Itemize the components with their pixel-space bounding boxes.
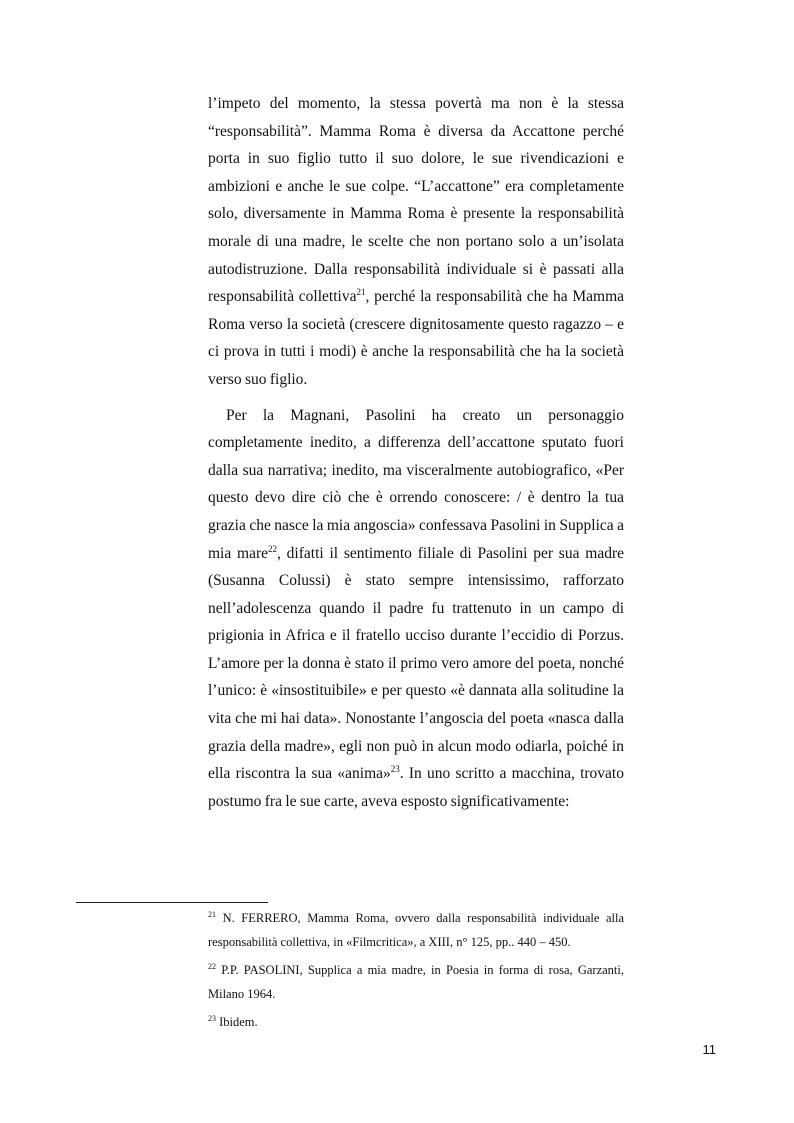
footnote-ref-21[interactable]: 21 bbox=[356, 287, 366, 298]
paragraph-2-text-b: , difatti il sentimento filiale di Pasolini per sua madre (Susanna Colussi) è stato sempre intensissimo, rafforzato nell’adolescenza quando il padre fu trattenuto in un campo di prigionia in Africa e il fratello ucciso durante l’eccidio di Porzus. L’amore per la donna è stato il primo vero amore del poeta, nonché l’unico: è «insostituibile» e per questo «è dannata alla solitudine la vita che mi hai data». Nonostante l’angoscia del poeta «nasca dalla grazia della madre», egli non può in alcun modo odiarla, poiché in ella riscontra la sua «anima» bbox=[208, 544, 624, 783]
page-number: 11 bbox=[702, 1042, 716, 1057]
paragraph-1-text-a: l’impeto del momento, la stessa povertà ma non è la stessa “responsabilità”. Mamma Roma è diversa da Accattone perché porta in suo figlio tutto il suo dolore, le sue rivendicazioni e ambizioni e anche le sue colpe. “L’accattone” era completamente solo, diversamente in Mamma Roma è presente la responsabilità morale di una madre, le scelte che non portano solo a un’isolata autodistruzione. Dalla responsabilità individuale si è passati alla responsabilità collettiva bbox=[208, 95, 624, 306]
paragraph-2-text-c: . In uno scritto a macchina, trovato postumo fra le sue carte, aveva esposto significativamente: bbox=[208, 765, 624, 810]
footnote-text: N. FERRERO, Mamma Roma, ovvero dalla responsabilità individuale alla responsabilità collettiva, in «Filmcritica», a XIII, n° 125, pp.. 440 – 450. bbox=[208, 911, 624, 949]
footnote-number: 22 bbox=[208, 962, 216, 971]
footnote-22 bbox=[208, 958, 624, 1006]
footnote-21 bbox=[208, 906, 624, 954]
footnote-ref-22[interactable]: 22 bbox=[268, 543, 278, 554]
footnote-text: Ibidem. bbox=[216, 1015, 258, 1029]
footnote-23 bbox=[208, 1010, 624, 1034]
body-text bbox=[208, 90, 624, 815]
paragraph-2-text-a: Per la Magnani, Pasolini ha creato un personaggio completamente inedito, a differenza dell’accattone sputato fuori dalla sua narrativa; inedito, ma visceralmente autobiografico, «Per questo devo dire ciò che è orrendo conoscere: / è dentro la tua grazia che nasce la mia angoscia» confessava Pasolini in Supplica a mia mare bbox=[208, 406, 624, 562]
footnote-separator bbox=[76, 902, 268, 903]
paragraph-2 bbox=[208, 402, 624, 816]
footnote-ref-23[interactable]: 23 bbox=[390, 764, 400, 775]
footnote-text: P.P. PASOLINI, Supplica a mia madre, in Poesia in forma di rosa, Garzanti, Milano 1964. bbox=[208, 963, 624, 1001]
footnote-number: 21 bbox=[208, 910, 216, 919]
footnotes bbox=[208, 906, 624, 1038]
footnote-number: 23 bbox=[208, 1014, 216, 1023]
paragraph-1-text-b: , perché la responsabilità che ha Mamma Roma verso la società (crescere dignitosamente questo ragazzo – e ci prova in tutti i modi) è anche la responsabilità che ha la società verso suo figlio. bbox=[208, 288, 625, 388]
paragraph-1 bbox=[208, 90, 624, 394]
